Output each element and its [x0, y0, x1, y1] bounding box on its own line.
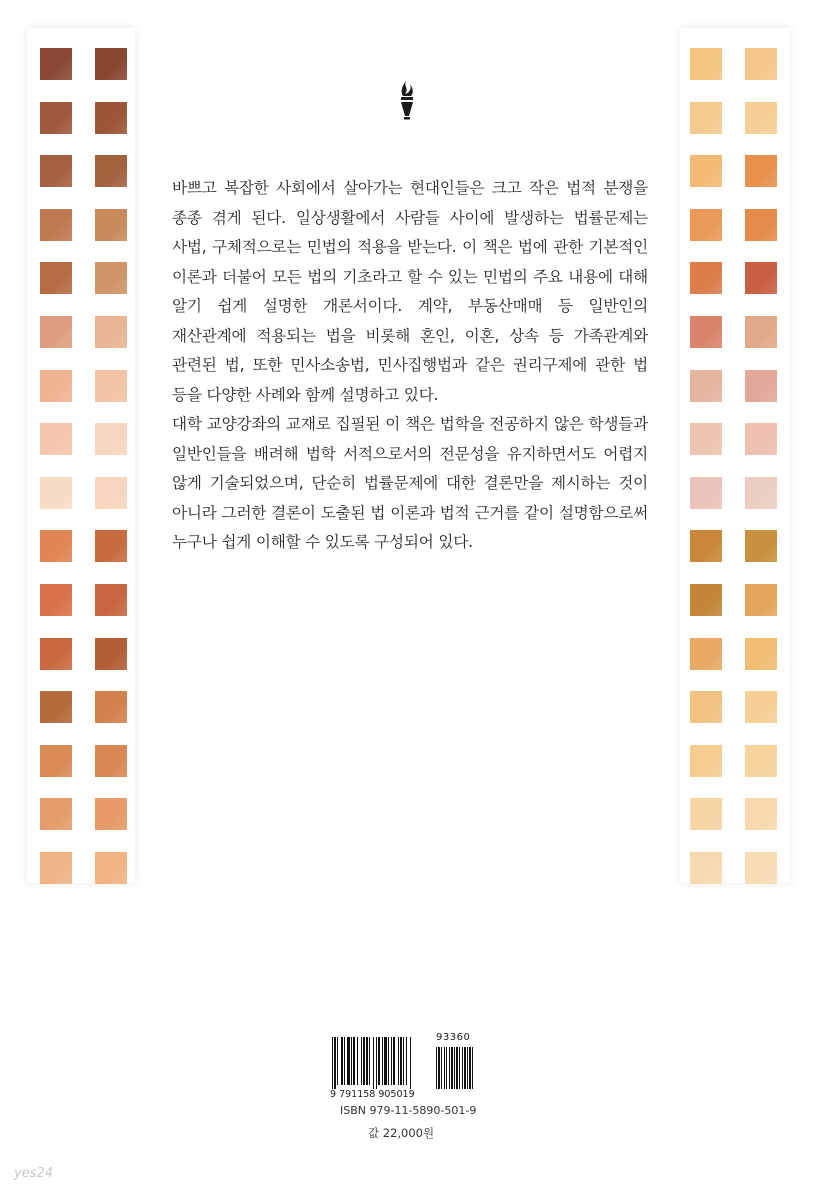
color-swatch-right-3-0: [690, 209, 722, 241]
color-swatch-left-9-0: [40, 530, 72, 562]
color-swatch-left-13-1: [95, 745, 127, 777]
color-swatch-right-13-0: [690, 745, 722, 777]
barcode-addon-bar: [459, 1047, 460, 1089]
color-swatch-right-4-0: [690, 262, 722, 294]
barcode-addon-bar: [436, 1047, 437, 1089]
color-swatch-left-0-0: [40, 48, 72, 80]
barcode-bar: [376, 1037, 377, 1089]
color-swatch-left-5-1: [95, 316, 127, 348]
color-swatch-right-1-1: [745, 102, 777, 134]
color-swatch-left-7-0: [40, 423, 72, 455]
barcode-addon-bar: [449, 1047, 450, 1089]
isbn-barcode: [330, 1037, 490, 1089]
barcode-bar: [384, 1037, 387, 1085]
color-swatch-left-14-0: [40, 798, 72, 830]
barcode-bar: [347, 1037, 350, 1085]
color-swatch-left-6-1: [95, 370, 127, 402]
barcode-bar: [373, 1037, 374, 1089]
color-swatch-right-12-1: [745, 691, 777, 723]
barcode-addon-bar: [451, 1047, 453, 1089]
color-swatch-left-9-1: [95, 530, 127, 562]
torch-base: [404, 117, 410, 120]
barcode-bar: [344, 1037, 345, 1085]
color-swatch-right-2-1: [745, 155, 777, 187]
left-swatch-column: [27, 28, 135, 883]
barcode-bar: [361, 1037, 362, 1085]
back-cover-description: [172, 174, 648, 558]
color-swatch-left-2-0: [40, 155, 72, 187]
color-swatch-left-1-1: [95, 102, 127, 134]
color-swatch-left-8-0: [40, 477, 72, 509]
barcode-bar: [353, 1037, 355, 1085]
barcode-addon-bar: [438, 1047, 440, 1089]
barcode-bar: [366, 1037, 368, 1085]
barcode-addon-bar: [454, 1047, 455, 1089]
barcode-bar: [351, 1037, 352, 1085]
color-swatch-left-2-1: [95, 155, 127, 187]
color-swatch-left-14-1: [95, 798, 127, 830]
color-swatch-right-15-0: [690, 852, 722, 884]
color-swatch-right-15-1: [745, 852, 777, 884]
torch-flame: [402, 79, 413, 96]
barcode-bar: [398, 1037, 399, 1085]
color-swatch-right-11-1: [745, 638, 777, 670]
color-swatch-left-3-1: [95, 209, 127, 241]
color-swatch-right-1-0: [690, 102, 722, 134]
barcode-bar: [337, 1037, 338, 1085]
color-swatch-left-4-1: [95, 262, 127, 294]
description-paragraph-2: 대학 교양강좌의 교재로 집필된 이 책은 법학을 전공하지 않은 학생들과 일반인들을 배려해 법학 서적으로서의 전문성을 유지하면서도 어렵지 않게 기술되었으며, 단순히 법률문제에 대한 결론만을 제시하는 것이 아니라 그러한 결론이 도출된 법 이론과 법적 근거를 같이 설명함으로써 누구나 쉽게 이해할 수 있도록 구성되어 있다.: [172, 415, 648, 551]
barcode-bar: [400, 1037, 402, 1085]
barcode-bar: [334, 1037, 336, 1089]
color-swatch-right-5-1: [745, 316, 777, 348]
description-paragraph-1: 바쁘고 복잡한 사회에서 살아가는 현대인들은 크고 작은 법적 분쟁을 종종 겪게 된다. 일상생활에서 사람들 사이에 발생하는 법률문제는 사법, 구체적으로는 민법의 적용을 받는다. 이 책은 법에 관한 기본적인 이론과 더불어 모든 법의 기초라고 할 수 있는 민법의 주요 내용에 대해 알기 쉽게 설명한 개론서이다. 계약, 부동산매매 등 일반인의 재산관계에 적용되는 법을 비롯해 혼인, 이혼, 상속 등 가족관계와 관련된 법, 또한 민사소송법, 민사집행법과 같은 권리구제에 관한 법 등을 다양한 사례와 함께 설명하고 있다.: [172, 179, 648, 404]
color-swatch-left-12-1: [95, 691, 127, 723]
barcode-bar: [357, 1037, 358, 1085]
color-swatch-left-5-0: [40, 316, 72, 348]
color-swatch-right-14-0: [690, 798, 722, 830]
isbn-number: ISBN 979-11-5890-501-9: [340, 1104, 477, 1117]
barcode-addon-bar: [462, 1047, 463, 1089]
barcode-addon-bar: [446, 1047, 447, 1089]
color-swatch-right-4-1: [745, 262, 777, 294]
barcode-bar: [388, 1037, 389, 1085]
color-swatch-left-10-0: [40, 584, 72, 616]
color-swatch-left-6-0: [40, 370, 72, 402]
color-swatch-left-10-1: [95, 584, 127, 616]
barcode-bar: [403, 1037, 404, 1085]
color-swatch-right-12-0: [690, 691, 722, 723]
color-swatch-right-6-0: [690, 370, 722, 402]
color-swatch-left-4-0: [40, 262, 72, 294]
book-price: 값 22,000원: [368, 1126, 435, 1140]
color-swatch-left-1-0: [40, 102, 72, 134]
barcode-bar: [369, 1037, 370, 1085]
barcode-addon-bar: [467, 1047, 468, 1089]
color-swatch-left-0-1: [95, 48, 127, 80]
color-swatch-right-2-0: [690, 155, 722, 187]
torch-logo-icon: [396, 78, 418, 120]
color-swatch-left-15-0: [40, 852, 72, 884]
color-swatch-right-5-0: [690, 316, 722, 348]
color-swatch-left-7-1: [95, 423, 127, 455]
color-swatch-right-7-0: [690, 423, 722, 455]
torch-ring: [401, 97, 413, 100]
barcode-bar: [382, 1037, 383, 1085]
barcode-bar: [391, 1037, 392, 1085]
torch-handle: [401, 102, 413, 116]
color-swatch-left-8-1: [95, 477, 127, 509]
barcode-addon-bar: [469, 1047, 471, 1089]
barcode-bar: [393, 1037, 395, 1085]
color-swatch-right-0-0: [690, 48, 722, 80]
color-swatch-right-8-0: [690, 477, 722, 509]
color-swatch-left-11-1: [95, 638, 127, 670]
color-swatch-right-7-1: [745, 423, 777, 455]
site-watermark: yes24: [14, 1166, 54, 1181]
right-swatch-column: [680, 28, 790, 883]
color-swatch-right-3-1: [745, 209, 777, 241]
barcode-digits: 9 791158 905019: [330, 1089, 415, 1100]
barcode-addon-bar: [444, 1047, 445, 1089]
barcode-addon-bar: [441, 1047, 442, 1089]
barcode-bar: [406, 1037, 407, 1085]
color-swatch-left-15-1: [95, 852, 127, 884]
color-swatch-left-3-0: [40, 209, 72, 241]
color-swatch-right-8-1: [745, 477, 777, 509]
barcode-bar: [410, 1037, 411, 1089]
barcode-bar: [363, 1037, 365, 1085]
color-swatch-left-11-0: [40, 638, 72, 670]
barcode-addon-bar: [464, 1047, 466, 1089]
barcode-addon-bar: [456, 1047, 458, 1089]
barcode-bar: [341, 1037, 343, 1085]
color-swatch-right-9-0: [690, 530, 722, 562]
color-swatch-right-10-1: [745, 584, 777, 616]
color-swatch-right-10-0: [690, 584, 722, 616]
barcode-addon-bar: [472, 1047, 473, 1089]
barcode-bar: [332, 1037, 333, 1089]
color-swatch-right-14-1: [745, 798, 777, 830]
color-swatch-right-9-1: [745, 530, 777, 562]
barcode-addon-code: 93360: [436, 1032, 471, 1043]
color-swatch-left-12-0: [40, 691, 72, 723]
color-swatch-right-6-1: [745, 370, 777, 402]
color-swatch-left-13-0: [40, 745, 72, 777]
barcode-bar: [378, 1037, 380, 1085]
color-swatch-right-11-0: [690, 638, 722, 670]
color-swatch-right-13-1: [745, 745, 777, 777]
color-swatch-right-0-1: [745, 48, 777, 80]
